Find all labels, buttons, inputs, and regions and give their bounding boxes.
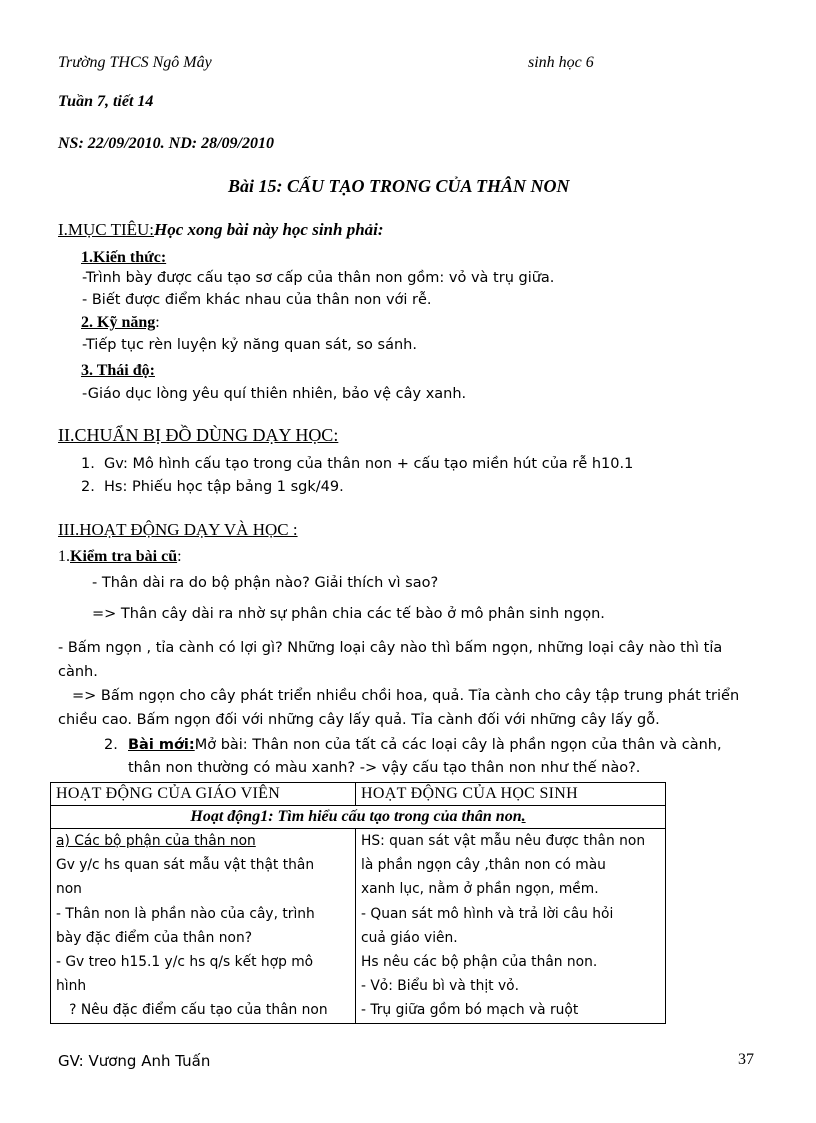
section3-heading: III.HOẠT ĐỘNG DẠY VÀ HỌC :: [58, 520, 298, 539]
new-lesson-line1: [128, 737, 722, 753]
page-number: 37: [738, 1051, 754, 1068]
new-lesson-num: 2.: [104, 737, 118, 753]
check-answer-2-line2: chiều cao. Bấm ngọn đối với những cây lấy quả. Tỉa cành đối với những cây lấy gỗ.: [58, 712, 660, 728]
check-question-2-line1: - Bấm ngọn , tỉa cành có lợi gì? Những loại cây nào thì bấm ngọn, những loại cây nào thì tỉa: [58, 640, 723, 656]
table-row: [51, 829, 666, 1024]
teacher-line: - Thân non là phần nào của cây, trình: [56, 905, 315, 922]
footer-teacher: GV: Vương Anh Tuấn: [58, 1052, 211, 1070]
new-lesson-intro: Mở bài: Thân non của tất cả các loại cây là phần ngọn của thân và cành,: [194, 737, 722, 753]
student-line: HS: quan sát vật mẫu nêu được thân non: [361, 833, 646, 849]
teacher-activity-cell: [51, 829, 356, 1024]
lesson-title: Bài 15: CẤU TẠO TRONG CỦA THÂN NON: [228, 176, 570, 196]
prep-item-2-num: 2.: [81, 479, 95, 495]
prep-item-2: Hs: Phiếu học tập bảng 1 sgk/49.: [104, 479, 344, 495]
student-line: là phần ngọn cây ,thân non có màu: [361, 857, 606, 874]
table-header-row: [51, 783, 666, 806]
teacher-line: non: [56, 881, 82, 898]
skills-title-colon: :: [155, 314, 160, 331]
attitude-title: 3. Thái độ:: [81, 362, 155, 379]
teacher-line: bày đặc điểm của thân non?: [56, 929, 253, 946]
knowledge-title: 1.Kiến thức:: [81, 249, 167, 266]
student-line: - Trụ giữa gồm bó mạch và ruột: [361, 1002, 579, 1019]
week-label: Tuần 7, tiết 14: [58, 93, 154, 110]
check-answer-2-line1: => Bấm ngọn cho cây phát triển nhiều chồi hoa, quả. Tỉa cành cho cây tập trung phát triển: [72, 688, 740, 704]
col-student-header: HOẠT ĐỘNG CỦA HỌC SINH: [356, 783, 666, 806]
attitude-item-1: -Giáo dục lòng yêu quí thiên nhiên, bảo vệ cây xanh.: [82, 386, 467, 402]
student-line: xanh lục, nằm ở phần ngọn, mềm.: [361, 881, 599, 898]
skills-item-1: -Tiếp tục rèn luyện kỷ năng quan sát, so sánh.: [82, 337, 417, 353]
activity-title-cell: [51, 806, 666, 829]
section1-heading-label: I.MỤC TIÊU:: [58, 220, 155, 239]
teacher-line: hình: [56, 978, 87, 995]
activity-title-suffix: .: [521, 808, 526, 825]
skills-title-label: 2. Kỹ năng: [81, 314, 156, 331]
check-question-1: - Thân dài ra do bộ phận nào? Giải thích vì sao?: [92, 575, 439, 591]
section2-heading: II.CHUẨN BỊ ĐỒ DÙNG DẠY HỌC:: [58, 425, 339, 445]
prep-item-1-num: 1.: [81, 456, 95, 472]
check-title: [58, 548, 182, 566]
new-lesson-title: Bài mới:: [128, 737, 195, 753]
check-answer-1: => Thân cây dài ra nhờ sự phân chia các tế bào ở mô phân sinh ngọn.: [92, 606, 605, 622]
section1-heading: [58, 220, 384, 240]
knowledge-item-1: -Trình bày được cấu tạo sơ cấp của thân non gồm: vỏ và trụ giữa.: [82, 270, 555, 286]
activity-title-row: [51, 806, 666, 829]
teacher-line: - Gv treo h15.1 y/c hs q/s kết hợp mô: [56, 954, 314, 971]
check-title-label: Kiểm tra bài cũ: [70, 548, 178, 565]
prep-item-1: Gv: Mô hình cấu tạo trong của thân non + cấu tạo miền hút của rễ h10.1: [104, 456, 634, 472]
check-num: 1.: [58, 548, 70, 565]
teacher-heading: a) Các bộ phận của thân non: [56, 833, 256, 849]
student-line: cuả giáo viên.: [361, 929, 458, 946]
activity-table: [50, 782, 666, 1024]
student-activity-cell: [356, 829, 666, 1024]
section1-heading-rest: Học xong bài này học sinh phải:: [154, 220, 384, 239]
activity-title: Hoạt động1: Tìm hiểu cấu tạo trong của thân non: [190, 808, 522, 825]
dates-label: NS: 22/09/2010. ND: 28/09/2010: [58, 135, 274, 152]
header-school: Trường THCS Ngô Mây: [58, 54, 212, 71]
check-title-colon: :: [177, 548, 182, 565]
col-teacher-header: HOẠT ĐỘNG CỦA GIÁO VIÊN: [51, 783, 356, 806]
header-subject: sinh học 6: [528, 54, 594, 71]
teacher-line: Gv y/c hs quan sát mẫu vật thật thân: [56, 857, 315, 874]
teacher-line: ? Nêu đặc điểm cấu tạo của thân non: [56, 1002, 328, 1019]
skills-title: [81, 314, 160, 332]
student-line: - Quan sát mô hình và trả lời câu hỏi: [361, 905, 614, 922]
student-line: Hs nêu các bộ phận của thân non.: [361, 954, 598, 971]
knowledge-item-2: - Biết được điểm khác nhau của thân non với rễ.: [82, 292, 432, 308]
student-line: - Vỏ: Biểu bì và thịt vỏ.: [361, 978, 519, 995]
check-question-2-line2: cành.: [58, 664, 98, 680]
new-lesson-line2: thân non thường có màu xanh? -> vậy cấu tạo thân non như thế nào?.: [128, 760, 641, 776]
